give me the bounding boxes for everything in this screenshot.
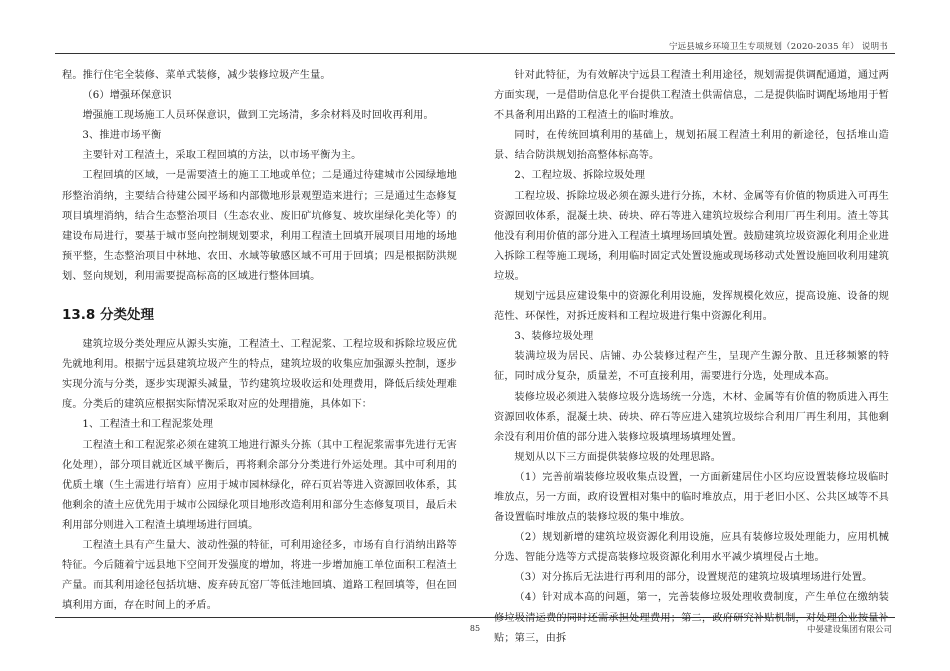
header-divider (55, 53, 895, 54)
paragraph: （1）完善前端装修垃圾收集点设置，一方面新建居住小区均应设置装修垃圾临时堆放点，另一方面，政府设置相对集中的临时堆放点，用于老旧小区、公共区域等不具备设置临时堆放点的装修垃圾的集中堆放。 (494, 471, 889, 524)
left-column (62, 66, 457, 616)
paragraph: 主要针对工程渣土，采取工程回填的方法，以市场平衡为主。 (82, 150, 362, 162)
paragraph: 同时，在传统回填利用的基础上，规划拓展工程渣土利用的新途径，包括堆山造景、结合防洪规划抬高整体标高等。 (494, 130, 889, 162)
paragraph: 装修垃圾必须进入装修垃圾分选场统一分选，木材、金属等有价值的物质进入再生资源回收体系，混凝土块、砖块、碎石等应进入建筑垃圾综合利用厂再生利用，其他剩余没有利用价值的部分进入装修垃圾填埋场填埋处置。 (494, 391, 889, 443)
paragraph: 针对此特征，为有效解决宁远县工程渣土利用途径，规划需提供调配通道，通过两方面实现，一是借助信息化平台提供工程渣土供需信息，二是提供临时调配场地用于暂不具备利用出路的工程渣土的临时堆放。 (494, 70, 889, 122)
paragraph: 2、工程垃圾、拆除垃圾处理 (514, 170, 646, 182)
paragraph: 规划宁远县应建设集中的资源化利用设施，发挥规模化效应，提高设施、设备的规范性、环保性，对拆迁废料和工程垃圾进行集中资源化利用。 (494, 291, 889, 323)
paragraph: 工程渣土和工程泥浆必须在建筑工地进行源头分拣（其中工程泥浆需事先进行无害化处理），部分项目就近区域平衡后，再将剩余部分分类进行外运处理。其中可利用的优质土壤（生土需进行培育）应用于城市园林绿化，碎石页岩等进入资源回收体系，其他剩余的渣土应优先用于城市公园绿化项目地形改造利用和部分生态修复项目，最后未利用部分则进入工程渣土填埋场进行回填。 (62, 439, 457, 531)
paragraph: 工程回填的区域，一是需要渣土的施工工地或单位；二是通过待建城市公园绿地地形整治消纳，主要结合待建公园平场和内部微地形景观塑造来进行；三是通过生态修复项目填埋消纳，结合生态整治项目（生态农业、废旧矿坑修复、坡坎崖绿化美化等）的建设布局进行，要基于城市竖向控制规划要求，利用工程渣土回填开展项目用地的场地预平整，生态整治项目中林地、农田、水域等敏感区域不可用于回填；四是根据防洪规划、竖向规划，利用需要提高标高的区域进行整体回填。 (62, 170, 457, 282)
paragraph: （2）规划新增的建筑垃圾资源化利用设施，应具有装修垃圾处理能力，应用机械分选、智能分选等方式提高装修垃圾资源化利用水平减少填埋侵占土地。 (494, 532, 889, 564)
page-header-title: 宁远县城乡环境卫生专项规划（2020-2035 年） 说明书 (668, 42, 888, 52)
paragraph: （6）增强环保意识 (82, 90, 172, 102)
paragraph: （3）对分拣后无法进行再利用的部分，设置规范的建筑垃圾填埋场进行处置。 (514, 572, 873, 584)
paragraph: 工程垃圾、拆除垃圾必须在源头进行分拣，木材、金属等有价值的物质进入可再生资源回收体系，混凝土块、砖块、碎石等进入建筑垃圾综合利用厂再生利用。渣土等其他没有利用价值的部分进入工程渣土填埋场回填处置。鼓励建筑垃圾资源化利用企业进入拆除工程等施工现场，利用临时固定式处置设施或现场移动式处置设施回收利用建筑垃圾。 (494, 190, 889, 282)
paragraph: 装满垃圾为居民、店铺、办公装修过程产生，呈现产生源分散、且迁移频繁的特征，同时成分复杂，质量差，不可直接利用，需要进行分选，处理成本高。 (494, 351, 889, 383)
paragraph: 1、工程渣土和工程泥浆处理 (82, 419, 214, 431)
page-number: 85 (469, 624, 481, 633)
paragraph: 3、装修垃圾处理 (514, 331, 594, 343)
section-heading: 13.8 分类处理 (62, 307, 155, 324)
paragraph: 3、推进市场平衡 (82, 130, 162, 142)
paragraph: 工程渣土具有产生量大、波动性强的特征，可利用途径多，市场有自行消纳出路等特征。今后随着宁远县地下空间开发强度的增加，将进一步增加施工单位面积工程渣土产量。而其利用途径包括坑塘、废弃砖瓦窑厂等低洼地回填、道路工程回填等，但在回填利用方面，存在时间上的矛盾。 (62, 539, 457, 612)
right-column (494, 66, 889, 649)
paragraph: 增强施工现场施工人员环保意识，做到工完场清，多余材料及时回收再利用。 (82, 110, 434, 122)
paragraph: （4）针对成本高的问题，第一，完善装修垃圾处理收费制度，产生单位在缴纳装修垃圾清运费的同时还需承担处理费用；第二，政府研究补贴机制，对处理企业按量补贴；第三，由拆 (494, 592, 889, 644)
paragraph: 规划从以下三方面提供装修垃圾的处理思路。 (514, 451, 722, 463)
footer-company-name: 中晏建设集团有限公司 (806, 625, 892, 635)
paragraph: 程。推行住宅全装修、菜单式装修，减少装修垃圾产生量。 (62, 70, 331, 81)
footer-divider (55, 617, 895, 618)
paragraph: 建筑垃圾分类处理应从源头实施，工程渣土、工程泥浆、工程垃圾和拆除垃圾应优先就地利用。根据宁远县建筑垃圾产生的特点，建筑垃圾的收集应加强源头控制，逐步实现分流与分类，逐步实现源头减量，节约建筑垃圾收运和处理费用，降低后续处理难度。分类后的建筑应根据实际情况采取对应的处理措施，具体如下： (62, 339, 457, 411)
